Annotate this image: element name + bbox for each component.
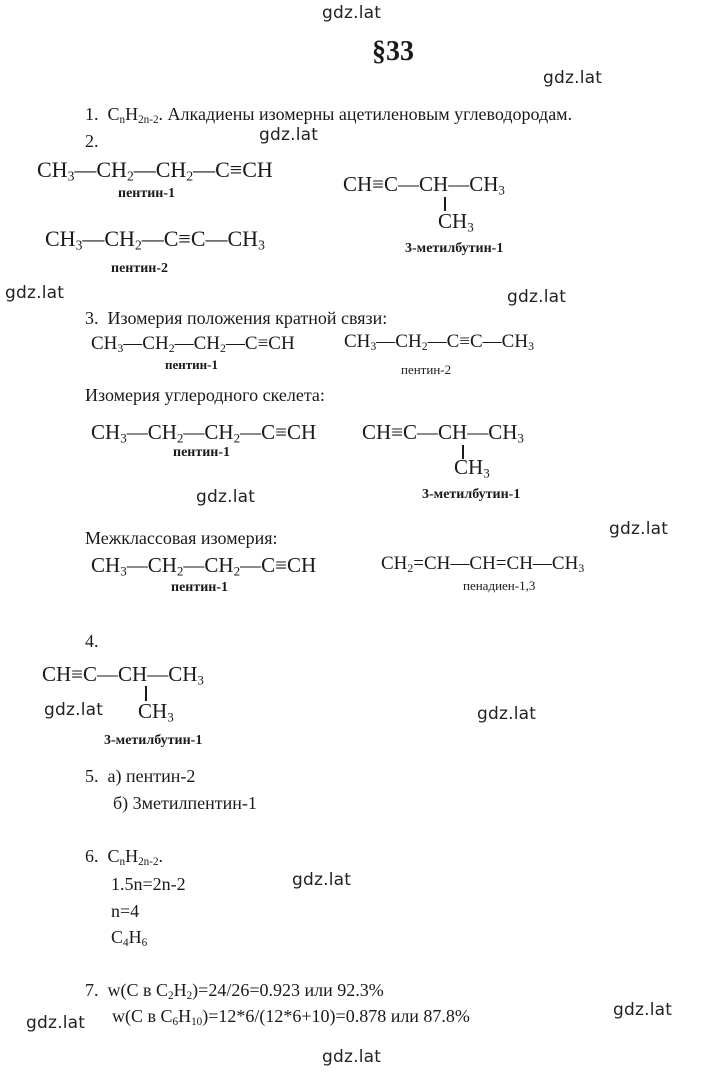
methyl-branch: $CH_3$ [138, 699, 174, 725]
watermark: gdz.lat [543, 68, 603, 88]
item-1-text: . Алкадиены изомерны ацетиленовым углеводородам. [158, 104, 573, 124]
formula-pentyne-2: $CH_3—CH_2—C\equiv C—CH_3$ [45, 226, 265, 253]
watermark: gdz.lat [259, 125, 319, 145]
heading-interclass-isomerism: Межклассовая изомерия: [85, 528, 278, 548]
formula-3-methylbutyne-1: $CH\equiv C—CH—CH_3$ [343, 172, 505, 198]
compound-name: пентин-2 [111, 261, 169, 276]
watermark: gdz.lat [609, 519, 669, 539]
compound-name: 3-метилбутин-1 [405, 241, 504, 256]
heading-skeletal-isomerism: Изомерия углеродного скелета: [85, 385, 325, 405]
compound-name: пентин-1 [171, 580, 229, 595]
formula-pentyne-1: $CH_3—CH_2—CH_2—C\equiv CH$ [37, 157, 273, 184]
molecular-formula: $C_4H_6$ [111, 927, 148, 949]
heading-position-isomerism: Изомерия положения кратной связи: [107, 308, 388, 328]
watermark: gdz.lat [477, 704, 537, 724]
item-6 [85, 846, 163, 867]
item-number: 2. [85, 131, 99, 151]
page-title: §33 [372, 36, 414, 67]
formula-pentyne-2: $CH_3—CH_2—C\equiv C—CH_3$ [344, 331, 534, 353]
item-7-line-2: w(C в $C_6H_{10})=12*6/(12*6+10)=0.878$ или 87.8% [112, 1006, 470, 1028]
general-formula: $C_nH_{2n-2}$. [107, 846, 164, 868]
item-number: 7. [85, 980, 99, 1000]
formula-3-methylbutyne-1: $CH\equiv C—CH—CH_3$ [42, 662, 204, 688]
equation-line: n=4 [111, 901, 140, 921]
watermark: gdz.lat [5, 283, 65, 303]
watermark: gdz.lat [196, 487, 256, 507]
formula-pentyne-1: $CH_3—CH_2—CH_2—C\equiv CH$ [91, 333, 295, 355]
compound-name: пенадиен-1,3 [463, 578, 536, 593]
item-1 [85, 104, 572, 125]
formula-pentyne-1: $CH_3—CH_2—CH_2—C\equiv CH$ [91, 420, 317, 446]
compound-name: пентин-1 [173, 445, 231, 460]
compound-name: 3-метилбутин-1 [104, 733, 203, 748]
item-number: 5. [85, 766, 99, 786]
watermark: gdz.lat [322, 3, 382, 23]
watermark: gdz.lat [507, 287, 567, 307]
item-number: 4. [85, 631, 99, 651]
compound-name: пентин-1 [165, 357, 218, 372]
compound-name: пентин-1 [118, 186, 176, 201]
compound-name: 3-метилбутин-1 [422, 487, 521, 502]
answer-b: б) 3метилпентин-1 [113, 793, 257, 813]
methyl-branch: $CH_3$ [454, 455, 490, 481]
item-5 [85, 766, 195, 787]
item-3-heading [85, 308, 387, 329]
answer-a: а) пентин-2 [107, 766, 196, 786]
watermark: gdz.lat [613, 1000, 673, 1020]
watermark: gdz.lat [44, 700, 104, 720]
methyl-branch: $CH_3$ [438, 209, 474, 235]
watermark: gdz.lat [26, 1013, 86, 1033]
item-number: 3. [85, 308, 99, 328]
compound-name: пентин-2 [401, 362, 452, 377]
item-7-line-1: 7. w(C в $C_2H_2)=24/26=0.923$ или 92.3% [85, 980, 384, 1002]
watermark: gdz.lat [292, 870, 352, 890]
formula-pentadiene: $CH_2=CH—CH=CH—CH_3$ [381, 553, 585, 575]
equation-line: 1.5n=2n-2 [111, 874, 186, 894]
watermark: gdz.lat [322, 1047, 382, 1067]
general-formula: $C_nH_{2n-2}$ [107, 104, 159, 126]
formula-3-methylbutyne-1: $CH\equiv C—CH—CH_3$ [362, 420, 524, 446]
item-number: 6. [85, 846, 99, 866]
item-number: 1. [85, 104, 99, 124]
formula-pentyne-1: $CH_3—CH_2—CH_2—C\equiv CH$ [91, 553, 317, 579]
